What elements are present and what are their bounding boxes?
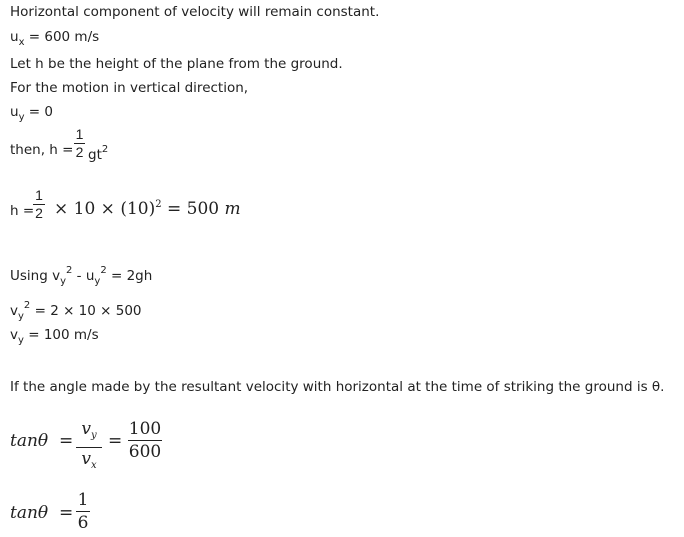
text: gt bbox=[88, 147, 102, 163]
sub-y: y bbox=[18, 112, 25, 123]
denominator: 2 bbox=[35, 205, 43, 221]
fraction-one-sixth bbox=[76, 490, 90, 533]
line-let-h bbox=[10, 55, 343, 73]
tan1-lhs bbox=[10, 431, 48, 451]
line-vy bbox=[10, 326, 99, 350]
unit: m bbox=[224, 199, 241, 219]
var-u: u bbox=[10, 104, 19, 120]
fraction-half-2 bbox=[33, 188, 45, 221]
sub: y bbox=[60, 276, 66, 287]
tan1-eq bbox=[59, 431, 73, 451]
equals: = bbox=[59, 503, 74, 523]
h-calculation bbox=[54, 199, 241, 219]
result: = 500 bbox=[167, 199, 220, 219]
then-prefix bbox=[10, 141, 73, 159]
text: tanθ bbox=[10, 431, 49, 451]
fraction-vy-vx bbox=[76, 419, 102, 476]
text: For the motion in vertical direction, bbox=[10, 80, 249, 96]
var: v bbox=[10, 327, 18, 343]
text: Horizontal component of velocity will remain constant. bbox=[10, 4, 380, 20]
text: - u bbox=[72, 268, 95, 284]
sub: y bbox=[94, 276, 101, 287]
denominator: 600 bbox=[128, 442, 162, 462]
var-u: u bbox=[10, 29, 19, 45]
text: = 100 m/s bbox=[23, 327, 99, 343]
denominator bbox=[76, 449, 102, 476]
then-gt2 bbox=[88, 141, 108, 164]
tan2-lhs bbox=[10, 503, 48, 523]
text: If the angle made by the resultant velocity with horizontal at the time of striking the ground is θ. bbox=[10, 379, 665, 395]
sub-x: x bbox=[18, 37, 25, 48]
text: Let h be the height of the plane from the ground. bbox=[10, 56, 343, 72]
line-ux bbox=[10, 28, 99, 52]
line-uy bbox=[10, 103, 53, 127]
sup: 2 bbox=[23, 300, 31, 311]
numerator bbox=[76, 419, 102, 446]
fraction-bar bbox=[76, 447, 102, 448]
sup: 2 bbox=[66, 265, 73, 276]
equals: = bbox=[59, 431, 74, 451]
expression: × 10 × (10) bbox=[54, 199, 156, 219]
sub: y bbox=[18, 311, 24, 322]
sup: 2 bbox=[101, 144, 109, 155]
tan2-eq bbox=[59, 503, 73, 523]
sub: y bbox=[90, 430, 97, 441]
var: v bbox=[10, 303, 18, 319]
text: = 2gh bbox=[106, 268, 153, 284]
numerator: 100 bbox=[128, 419, 162, 439]
fraction-half bbox=[74, 127, 85, 160]
line-using bbox=[10, 262, 152, 291]
h-prefix bbox=[10, 202, 34, 220]
text: then, h = bbox=[10, 142, 74, 158]
denominator: 6 bbox=[77, 513, 89, 533]
line-vertical-motion bbox=[10, 79, 248, 97]
text: = 2 × 10 × 500 bbox=[30, 303, 142, 319]
text: Using v bbox=[10, 268, 61, 284]
sup: 2 bbox=[155, 199, 162, 210]
sub: y bbox=[18, 335, 24, 346]
equals: = bbox=[108, 431, 123, 451]
numerator: 1 bbox=[75, 126, 84, 142]
line-vy-squared bbox=[10, 297, 142, 326]
tan1-eq2 bbox=[108, 431, 122, 451]
fraction-bar bbox=[128, 440, 162, 441]
numerator: 1 bbox=[77, 490, 89, 510]
numerator: 1 bbox=[35, 187, 43, 203]
fraction-bar bbox=[76, 511, 90, 512]
value: = 600 m/s bbox=[24, 29, 100, 45]
line-angle bbox=[10, 378, 664, 396]
var: v bbox=[81, 449, 91, 469]
text: h = bbox=[10, 203, 35, 219]
sub: x bbox=[90, 460, 97, 471]
line-horizontal-component bbox=[10, 3, 379, 21]
text: tanθ bbox=[10, 503, 49, 523]
var: v bbox=[81, 419, 91, 439]
value: = 0 bbox=[24, 104, 53, 120]
denominator: 2 bbox=[75, 144, 84, 160]
fraction-100-600 bbox=[128, 419, 162, 462]
sup: 2 bbox=[100, 265, 107, 276]
